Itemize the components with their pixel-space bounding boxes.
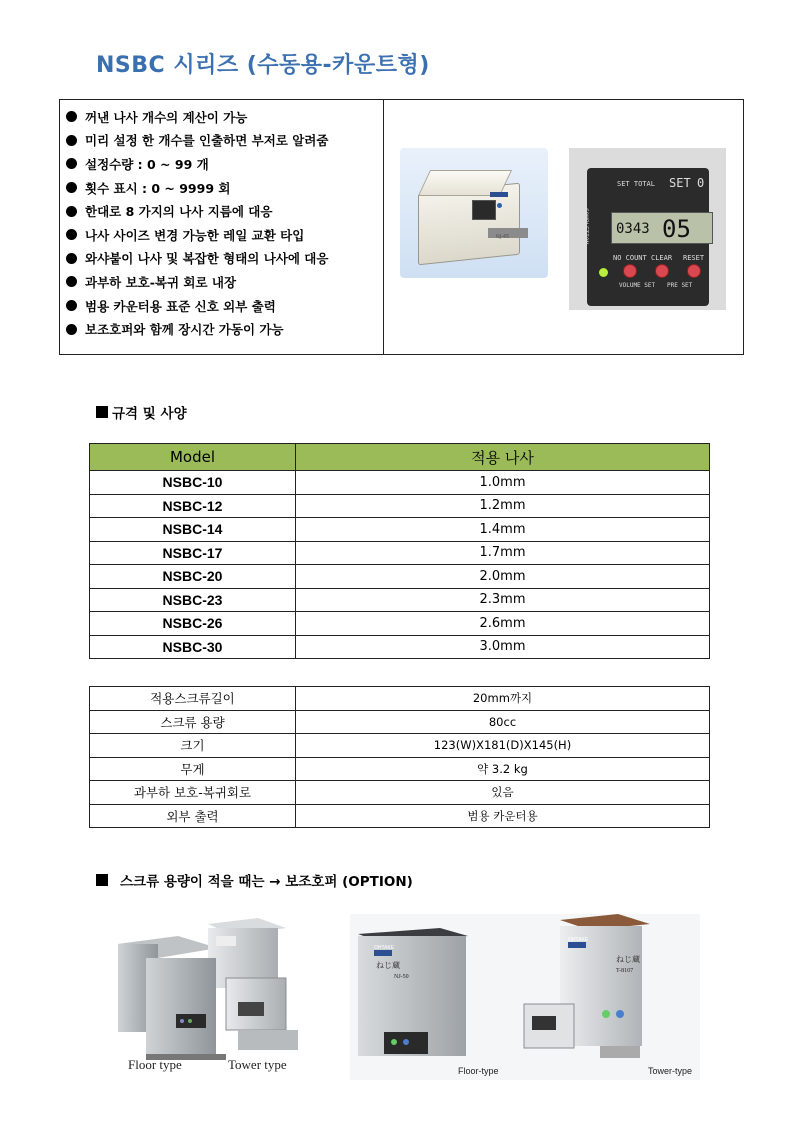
pre-set-label: PRE SET <box>667 282 693 289</box>
hopper-drawing-left <box>108 914 328 1080</box>
bullet-icon <box>66 135 77 146</box>
square-bullet-icon <box>96 874 108 886</box>
model-header: Model <box>90 444 296 471</box>
bullet-icon <box>66 111 77 122</box>
hopper-model-left: NJ-50 <box>394 974 409 980</box>
bullet-icon <box>66 253 77 264</box>
brand-label-left: OHTAKE <box>374 945 395 951</box>
floor-type-caption-right: Floor-type <box>458 1066 499 1076</box>
bullet-icon <box>66 229 77 240</box>
option-section-title: 스크류 용량이 적을 때는 → 보조호퍼 (OPTION) <box>96 870 413 890</box>
volume-set-label: VOLUME SET <box>619 282 656 289</box>
feature-item: 범용 카운터용 표준 신호 외부 출력 <box>66 294 383 318</box>
counter-panel-photo <box>569 148 726 310</box>
feature-box <box>59 99 744 355</box>
feature-item: 나사 사이즈 변경 가능한 레일 교환 타입 <box>66 223 383 247</box>
hopper-photo-right <box>350 914 700 1080</box>
set-count: 05 <box>662 215 691 243</box>
floor-type-caption: Floor type <box>128 1057 182 1072</box>
screw-feeder-photo <box>400 148 548 278</box>
table-row: NSBC-17 1.7mm <box>90 541 710 565</box>
table-row: 외부 출력 범용 카운터용 <box>90 804 710 828</box>
no-count-label: NO COUNT <box>613 254 647 262</box>
hopper-drawing-right <box>350 914 700 1080</box>
hopper-label-left: ねじ蔵 <box>376 961 400 970</box>
set-total-label: SET TOTAL <box>617 180 655 188</box>
feature-item: 미리 설정 한 개수를 인출하면 부저로 알려줌 <box>66 129 383 153</box>
bullet-icon <box>66 182 77 193</box>
spec-table <box>89 686 710 828</box>
counter-lcd <box>611 212 713 244</box>
hopper-model-right: T-8107 <box>616 968 634 974</box>
table-row: NSBC-26 2.6mm <box>90 612 710 636</box>
feeder-model-label: NJ-45 <box>496 234 510 240</box>
bullet-icon <box>66 158 77 169</box>
table-row: 무게 약 3.2 kg <box>90 757 710 781</box>
bullet-icon <box>66 276 77 287</box>
reset-label: RESET <box>683 254 705 262</box>
table-row: 스크류 용량 80cc <box>90 710 710 734</box>
spec-section-title: 규격 및 사양 <box>96 402 187 422</box>
no-count-button <box>623 264 637 278</box>
status-led <box>599 268 608 277</box>
bullet-icon <box>66 324 77 335</box>
table-row: NSBC-23 2.3mm <box>90 588 710 612</box>
table-row: NSBC-20 2.0mm <box>90 565 710 589</box>
feature-item: 설정수량 : 0 ~ 99 개 <box>66 152 383 176</box>
feeder-brand-label <box>490 192 508 197</box>
clear-button <box>655 264 669 278</box>
feeder-display <box>472 200 496 220</box>
completion-label: COMPLETION <box>582 208 589 245</box>
set-value: 0 <box>697 176 705 190</box>
total-count: 0343 <box>616 221 650 237</box>
table-row: NSBC-14 1.4mm <box>90 518 710 542</box>
tower-type-caption-right: Tower-type <box>648 1066 693 1076</box>
bullet-icon <box>66 300 77 311</box>
clear-label: CLEAR <box>651 254 673 262</box>
table-row: 과부하 보호-복귀회로 있음 <box>90 781 710 805</box>
reset-button <box>687 264 701 278</box>
feature-item: 꺼낸 나사 개수의 계산이 가능 <box>66 105 383 129</box>
table-row: 적용스크류길이 20mm까지 <box>90 687 710 711</box>
set-label: SET <box>669 176 691 190</box>
table-row: NSBC-10 1.0mm <box>90 471 710 495</box>
tower-type-caption: Tower type <box>228 1057 287 1072</box>
feature-images <box>384 100 743 354</box>
counter-body <box>582 168 709 306</box>
page-title: NSBC 시리즈 (수동용-카운트형) <box>96 53 430 78</box>
square-bullet-icon <box>96 406 108 418</box>
table-row: 크기 123(W)X181(D)X145(H) <box>90 734 710 758</box>
hopper-photo-left <box>108 914 328 1080</box>
bullet-icon <box>66 206 77 217</box>
brand-label-right: OHTAKE <box>568 937 589 943</box>
table-row: NSBC-12 1.2mm <box>90 494 710 518</box>
feature-list <box>60 100 384 354</box>
feeder-led <box>497 203 502 208</box>
feature-item: 와샤붙이 나사 및 복잡한 형태의 나사에 대응 <box>66 247 383 271</box>
table-header-row <box>90 444 710 471</box>
feature-item: 횟수 표시 : 0 ~ 9999 회 <box>66 176 383 200</box>
feature-item: 한대로 8 가지의 나사 지름에 대응 <box>66 199 383 223</box>
feature-item: 과부하 보호-복귀 회로 내장 <box>66 270 383 294</box>
hopper-label-right: ねじ蔵 <box>616 955 640 964</box>
table-row: NSBC-30 3.0mm <box>90 635 710 659</box>
model-table <box>89 443 710 659</box>
screw-header: 적용 나사 <box>296 444 710 471</box>
feature-item: 보조호퍼와 함께 장시간 가동이 가능 <box>66 317 383 341</box>
